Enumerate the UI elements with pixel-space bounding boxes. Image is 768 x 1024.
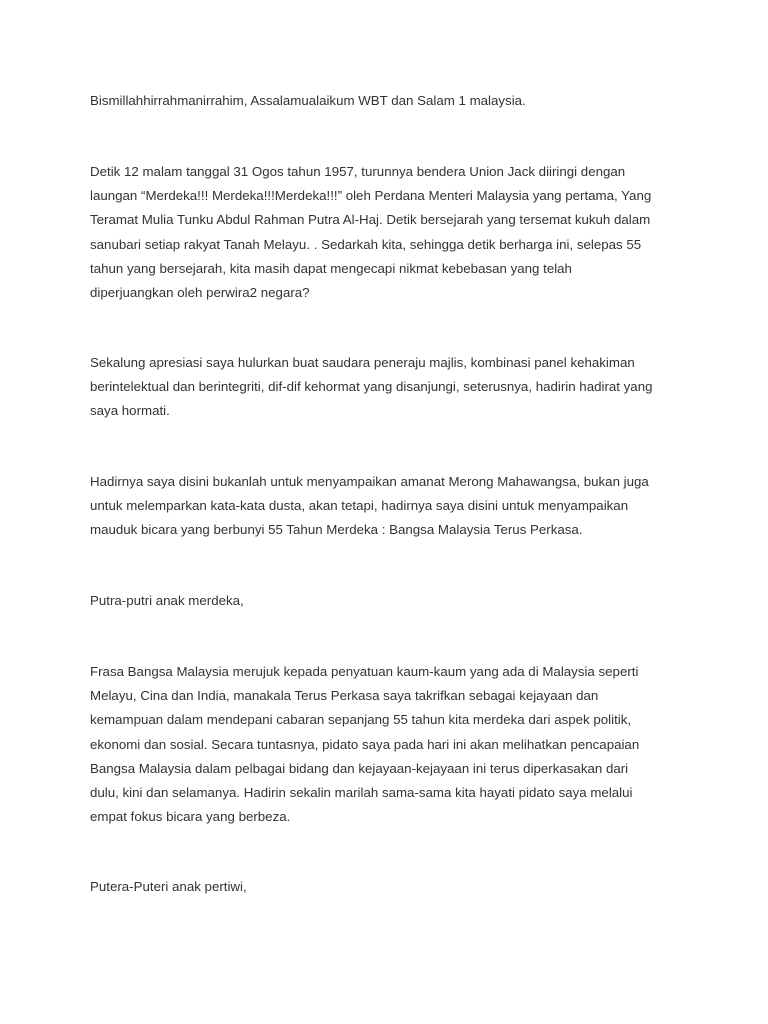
text-line: Putra-putri anak merdeka, [90,593,244,608]
text-line: laungan “Merdeka!!! Merdeka!!!Merdeka!!!” oleh Perdana Menteri Malaysia yang pertama, Yang [90,188,652,204]
text-line: Teramat Mulia Tunku Abdul Rahman Putra Al-Haj. Detik bersejarah yang tersemat kukuh dalam [90,212,651,228]
text-line: untuk melemparkan kata-kata dusta, akan tetapi, hadirnya saya disini untuk menyampaikan [90,498,629,514]
text-line: Detik 12 malam tanggal 31 Ogos tahun 1957, turunnya bendera Union Jack diiringi dengan [90,164,626,179]
text-line: Bangsa Malaysia dalam pelbagai bidang dan kejayaan-kejayaan ini terus diperkasakan dari [90,760,629,776]
text-line: Frasa Bangsa Malaysia merujuk kepada penyatuan kaum-kaum yang ada di Malaysia seperti [90,664,639,679]
text-line: Bismillahhirrahmanirrahim, Assalamualaikum WBT dan Salam 1 malaysia. [90,93,526,108]
paragraph-address-1 [90,589,690,613]
text-line: ekonomi dan sosial. Secara tuntasnya, pidato saya pada hari ini akan melihatkan pencapaian [90,736,640,752]
paragraph-greeting [90,89,690,113]
paragraph-address-2 [90,875,690,899]
text-line: Melayu, Cina dan India, manakala Terus Perkasa saya takrifkan sebagai kejayaan dan [90,688,599,704]
text-line: sanubari setiap rakyat Tanah Melayu. . Sedarkah kita, sehingga detik berharga ini, selepas 55 [90,236,642,252]
paragraph-definition [90,660,690,829]
text-line: Hadirnya saya disini bukanlah untuk menyampaikan amanat Merong Mahawangsa, bukan juga [90,474,649,489]
text-line: tahun yang bersejarah, kita masih dapat mengecapi nikmat kebebasan yang telah [90,260,572,276]
text-line: empat fokus bicara yang berbeza. [90,809,291,825]
text-line: Sekalung apresiasi saya hulurkan buat saudara peneraju majlis, kombinasi panel kehakiman [90,355,635,370]
text-line: berintelektual dan berintegriti, dif-dif kehormat yang disanjungi, seterusnya, hadirin hadirat yang [90,379,653,395]
text-line: Putera-Puteri anak pertiwi, [90,879,247,894]
text-line: saya hormati. [90,403,170,419]
text-line: kemampuan dalam mendepani cabaran sepanjang 55 tahun kita merdeka dari aspek politik, [90,712,632,728]
paragraph-introduction [90,160,690,305]
text-line: mauduk bicara yang berbunyi 55 Tahun Merdeka : Bangsa Malaysia Terus Perkasa. [90,522,583,538]
paragraph-topic [90,470,690,543]
paragraph-appreciation [90,351,690,424]
text-line: dulu, kini dan selamanya. Hadirin sekalin marilah sama-sama kita hayati pidato saya melalui [90,785,633,801]
text-line: diperjuangkan oleh perwira2 negara? [90,285,310,301]
